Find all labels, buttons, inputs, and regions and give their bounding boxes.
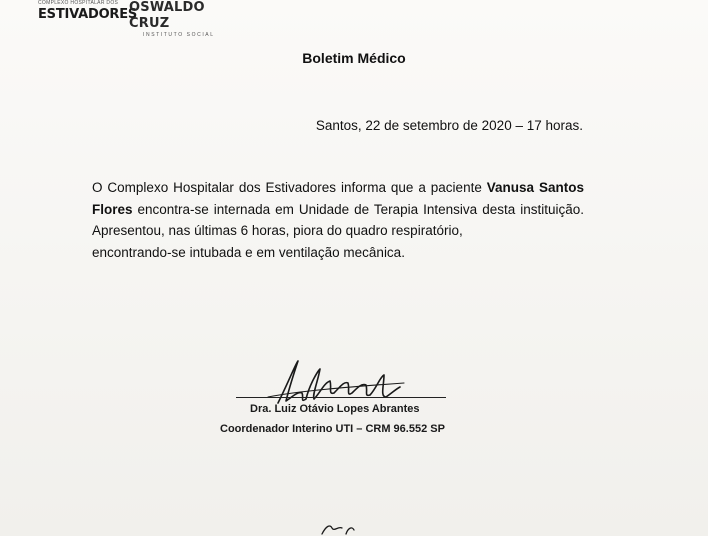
signatory-name: Dra. Luiz Otávio Lopes Abrantes <box>250 403 420 415</box>
body-final-line: encontrando-se intubada e em ventilação mecânica. <box>92 244 405 260</box>
body-intro: O Complexo Hospitalar dos Estivadores informa que a paciente <box>92 180 487 195</box>
logo-right-caption: INSTITUTO SOCIAL <box>143 32 215 38</box>
oswaldo-cruz-logo <box>129 0 249 38</box>
bottom-stamp-fragment <box>318 522 358 536</box>
body-paragraph <box>92 177 584 263</box>
patient-last-name: Santos Flores <box>92 180 584 217</box>
body-continuation: encontra-se internada em Unidade de Terapia Intensiva desta instituição. Apresentou, nas últimas 6 horas, piora do quadro respiratório, <box>92 201 584 239</box>
estivadores-logo <box>38 0 138 23</box>
patient-first-name: Vanusa <box>486 180 535 195</box>
logo-left-caption: COMPLEXO HOSPITALAR DOS <box>38 0 118 6</box>
signature-line <box>236 397 446 398</box>
signatory-role: Coordenador Interino UTI – CRM 96.552 SP <box>220 423 445 435</box>
date-line: Santos, 22 de setembro de 2020 – 17 horas. <box>315 118 583 133</box>
document-title: Boletim Médico <box>302 50 406 66</box>
logo-right-title: OSWALDO CRUZ <box>129 0 205 31</box>
logo-left-title: ESTIVADORES <box>38 7 138 22</box>
